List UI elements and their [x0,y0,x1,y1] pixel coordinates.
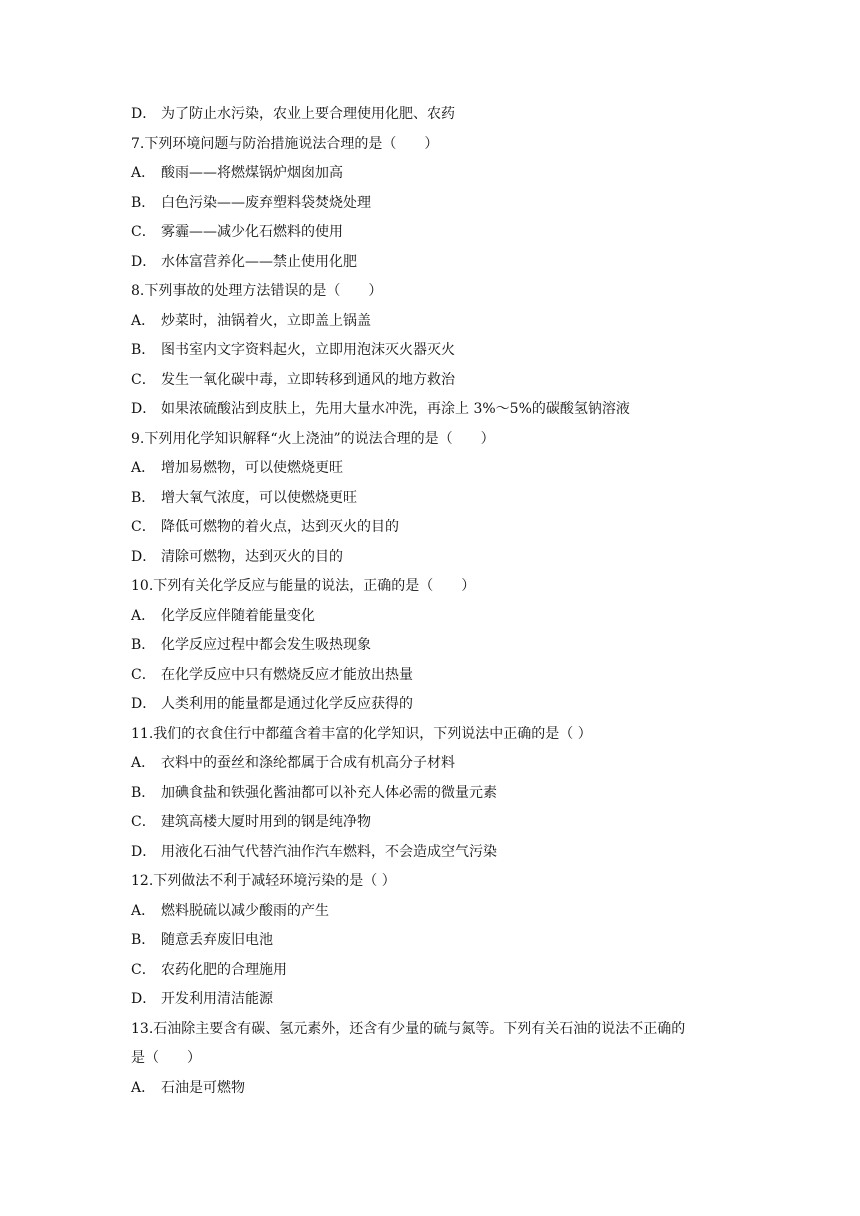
option-letter: A． [131,460,156,476]
option-text: 建筑高楼大厦时用到的钢是纯净物 [161,814,371,830]
option-letter: A． [131,903,156,919]
option-line [131,606,741,626]
option-text: 白色污染——废弃塑料袋焚烧处理 [161,195,371,211]
option-line [131,1078,741,1098]
option-line [131,340,741,360]
option-line [131,842,741,862]
option-text: 农药化肥的合理施用 [161,962,287,978]
option-letter: C． [131,667,156,683]
option-letter: C． [131,224,156,240]
question-line: 10.下列有关化学反应与能量的说法，正确的是（ ） [131,578,476,594]
option-text: 增大氧气浓度，可以使燃烧更旺 [161,490,357,506]
option-letter: B． [131,195,156,211]
option-line [131,163,741,183]
question-line: 9.下列用化学知识解释“火上浇油”的说法合理的是（ ） [131,431,495,447]
option-text: 燃料脱硫以减少酸雨的产生 [161,903,329,919]
option-text: 酸雨——将燃煤锅炉烟囱加高 [161,165,343,181]
option-line [131,458,741,478]
option-letter: D． [131,844,157,860]
option-text: 雾霾——减少化石燃料的使用 [161,224,343,240]
option-text: 如果浓硫酸沾到皮肤上，先用大量水冲洗，再涂上 3%～5%的碳酸氢钠溶液 [161,401,630,417]
option-text: 发生一氧化碳中毒，立即转移到通风的地方救治 [161,372,455,388]
option-text: 随意丢弃废旧电池 [161,932,273,948]
option-line [131,104,741,124]
option-letter: D． [131,401,157,417]
option-text: 化学反应过程中都会发生吸热现象 [161,637,371,653]
option-line [131,370,741,390]
question-line: 11.我们的衣食住行中都蕴含着丰富的化学知识，下列说法中正确的是（ ） [131,726,592,742]
option-letter: C． [131,372,156,388]
option-line [131,694,741,714]
option-line [131,311,741,331]
option-letter: B． [131,490,156,506]
option-line [131,989,741,1009]
option-text: 衣料中的蚕丝和涤纶都属于合成有机高分子材料 [161,755,455,771]
option-line [131,193,741,213]
question-line-continued: 是（ ） [131,1050,201,1066]
option-letter: A． [131,1080,156,1096]
option-text: 在化学反应中只有燃烧反应才能放出热量 [161,667,413,683]
option-line [131,517,741,537]
option-line [131,488,741,508]
option-text: 为了防止水污染，农业上要合理使用化肥、农药 [161,106,455,122]
option-text: 用液化石油气代替汽油作汽车燃料，不会造成空气污染 [161,844,497,860]
question-line: 7.下列环境问题与防治措施说法合理的是（ ） [131,136,439,152]
option-line [131,399,741,419]
option-letter: A． [131,755,156,771]
option-letter: B． [131,932,156,948]
option-line [131,665,741,685]
option-letter: A． [131,313,156,329]
option-text: 加碘食盐和铁强化酱油都可以补充人体必需的微量元素 [161,785,497,801]
option-letter: B． [131,637,156,653]
option-line [131,753,741,773]
option-text: 化学反应伴随着能量变化 [161,608,315,624]
option-line [131,812,741,832]
option-letter: C． [131,814,156,830]
question-line: 8.下列事故的处理方法错误的是（ ） [131,283,383,299]
option-letter: D． [131,106,157,122]
option-line [131,930,741,950]
option-letter: A． [131,608,156,624]
option-line [131,222,741,242]
option-letter: C． [131,519,156,535]
option-line [131,783,741,803]
option-text: 清除可燃物，达到灭火的目的 [161,549,343,565]
option-line [131,960,741,980]
option-letter: D． [131,254,157,270]
option-text: 水体富营养化——禁止使用化肥 [161,254,357,270]
option-text: 炒菜时，油锅着火，立即盖上锅盖 [161,313,371,329]
question-line: 13.石油除主要含有碳、氢元素外，还含有少量的硫与氮等。下列有关石油的说法不正确的 [131,1021,686,1037]
option-text: 石油是可燃物 [161,1080,245,1096]
option-letter: D． [131,696,157,712]
option-letter: B． [131,342,156,358]
option-letter: D． [131,549,157,565]
option-letter: C． [131,962,156,978]
option-text: 降低可燃物的着火点，达到灭火的目的 [161,519,399,535]
option-line [131,635,741,655]
option-text: 人类利用的能量都是通过化学反应获得的 [161,696,413,712]
option-text: 增加易燃物，可以使燃烧更旺 [161,460,343,476]
option-letter: D． [131,991,157,1007]
option-text: 开发利用清洁能源 [161,991,273,1007]
option-letter: B． [131,785,156,801]
option-text: 图书室内文字资料起火，立即用泡沫灭火器灭火 [161,342,455,358]
option-line [131,901,741,921]
option-letter: A． [131,165,156,181]
option-line [131,252,741,272]
option-line [131,547,741,567]
question-line: 12.下列做法不利于减轻环境污染的是（ ） [131,873,396,889]
